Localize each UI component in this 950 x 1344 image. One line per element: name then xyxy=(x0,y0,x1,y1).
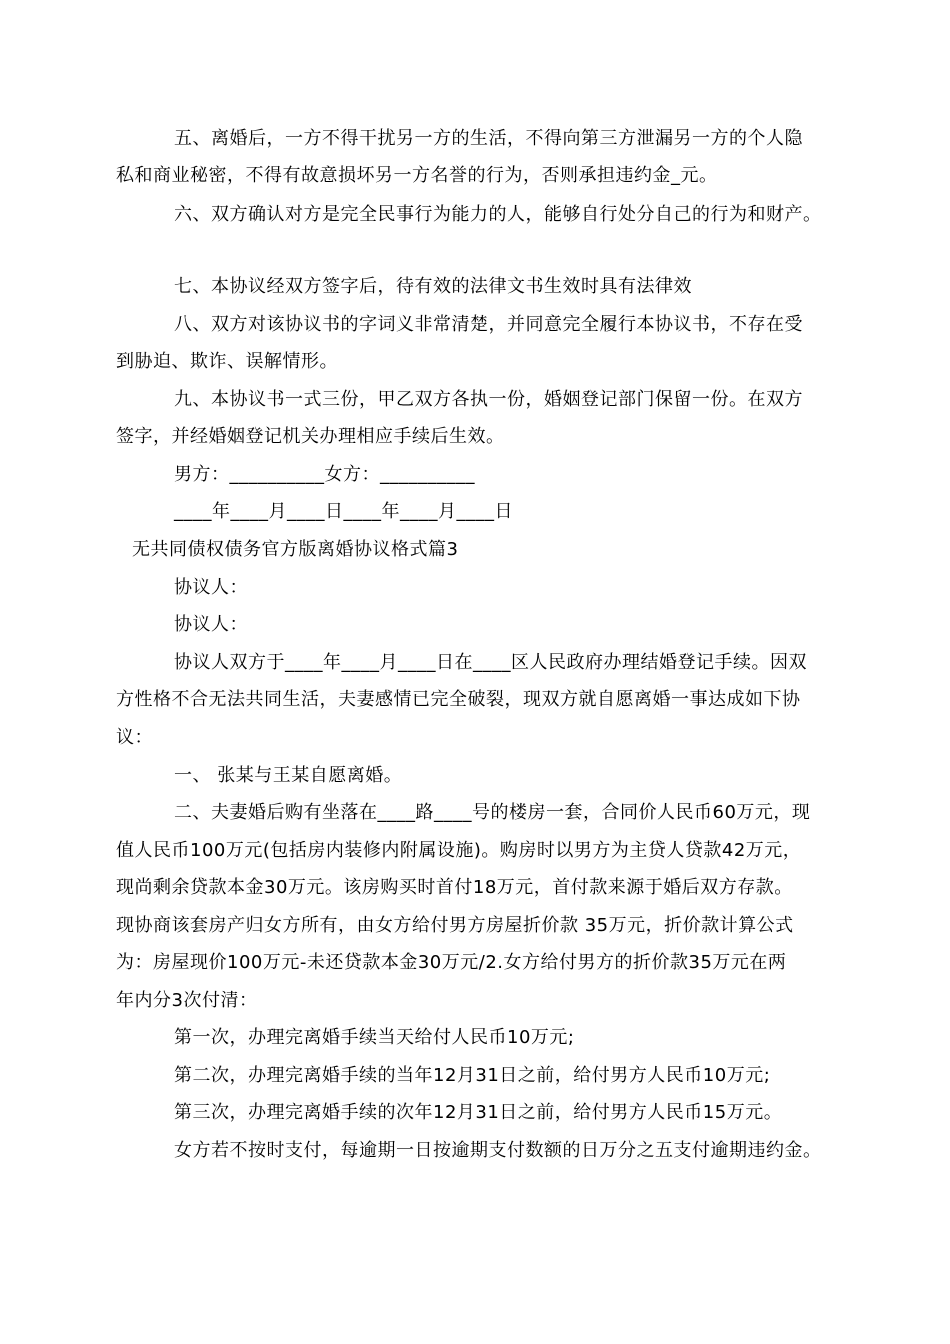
text-line: 议： xyxy=(116,727,153,748)
text-line: 到胁迫、欺诈、误解情形。 xyxy=(116,351,338,372)
text-line: 第三次，办理完离婚手续的次年12月31日之前，给付男方人民币15万元。 xyxy=(174,1102,783,1123)
text-line: 现协商该套房产归女方所有，由女方给付男方房屋折价款 35万元，折价款计算公式 xyxy=(116,915,794,936)
text-line: 现尚剩余贷款本金30万元。该房购买时首付18万元，首付款来源于婚后双方存款。 xyxy=(116,877,793,898)
text-line: 女方若不按时支付，每逾期一日按逾期支付数额的日万分之五支付逾期违约金。 xyxy=(174,1140,822,1161)
text-line: 协议人： xyxy=(174,577,248,598)
section-heading: 无共同债权债务官方版离婚协议格式篇3 xyxy=(132,539,459,560)
text-line: 方性格不合无法共同生活，夫妻感情已完全破裂，现双方就自愿离婚一事达成如下协 xyxy=(116,689,801,710)
text-line: 八、双方对该协议书的字词义非常清楚，并同意完全履行本协议书，不存在受 xyxy=(174,314,803,335)
signature-line: 男方：__________女方：__________ xyxy=(174,464,475,485)
text-line: 第一次，办理完离婚手续当天给付人民币10万元; xyxy=(174,1027,575,1048)
text-line: 第二次，办理完离婚手续的当年12月31日之前，给付男方人民币10万元; xyxy=(174,1065,771,1086)
text-line: 私和商业秘密，不得有故意损坏另一方名誉的行为，否则承担违约金_元。 xyxy=(116,165,718,186)
text-line: 二、夫妻婚后购有坐落在____路____号的楼房一套，合同价人民币60万元，现 xyxy=(174,802,811,823)
text-line: 六、双方确认对方是完全民事行为能力的人，能够自行处分自己的行为和财产。 xyxy=(174,204,822,225)
text-line: 年内分3次付清： xyxy=(116,990,258,1011)
text-line: 协议人： xyxy=(174,614,248,635)
text-line: 七、本协议经双方签字后，待有效的法律文书生效时具有法律效 xyxy=(174,276,692,297)
text-line: 值人民币100万元(包括房内装修内附属设施)。购房时以男方为主贷人贷款42万元， xyxy=(116,840,802,861)
text-line: 为：房屋现价100万元-未还贷款本金30万元/2.女方给付男方的折价款35万元在两 xyxy=(116,952,787,973)
text-line: 五、离婚后，一方不得干扰另一方的生活，不得向第三方泄漏另一方的个人隐 xyxy=(174,128,803,149)
date-line: ____年____月____日____年____月____日 xyxy=(174,501,513,522)
text-line: 一、 张某与王某自愿离婚。 xyxy=(174,765,403,786)
text-line: 签字，并经婚姻登记机关办理相应手续后生效。 xyxy=(116,426,505,447)
text-line: 九、本协议书一式三份，甲乙双方各执一份，婚姻登记部门保留一份。在双方 xyxy=(174,389,803,410)
text-line: 协议人双方于____年____月____日在____区人民政府办理结婚登记手续。因双 xyxy=(174,652,807,673)
